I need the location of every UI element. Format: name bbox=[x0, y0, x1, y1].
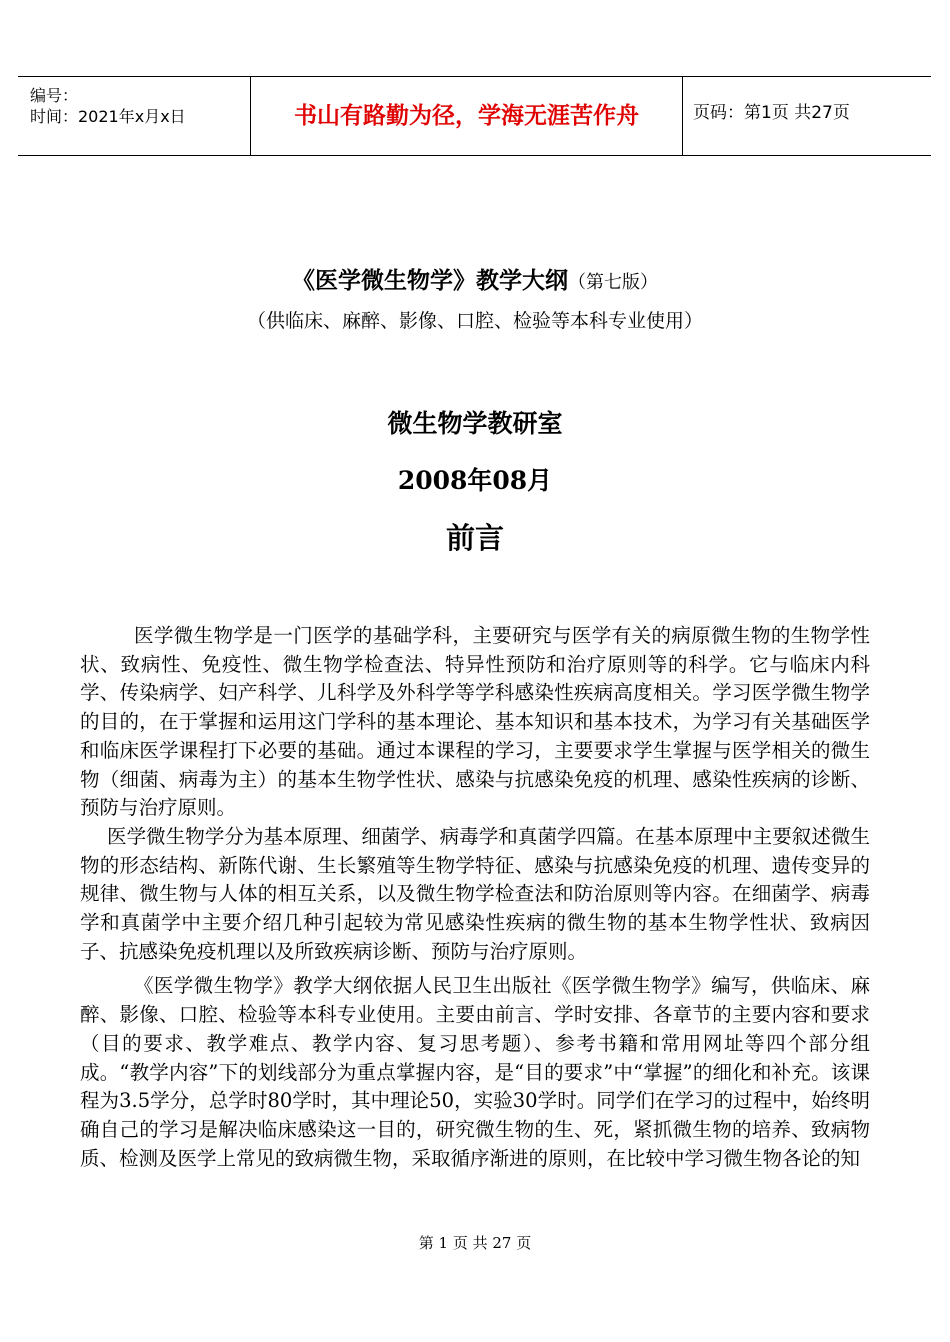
header-motto: 书山有路勤为径，学海无涯苦作舟 bbox=[251, 77, 683, 155]
number-label: 编号： bbox=[30, 86, 79, 105]
page-header bbox=[18, 76, 931, 156]
title-main: 《医学微生物学》教学大纲 bbox=[292, 267, 568, 294]
body-text bbox=[80, 622, 870, 1173]
department-name: 微生物学教研室 bbox=[387, 409, 563, 438]
page-footer: 第 1 页 共 27 页 bbox=[418, 1234, 532, 1252]
title-edition: （第七版） bbox=[568, 272, 658, 293]
paragraph-3: 《医学微生物学》教学大纲依据人民卫生出版社《医学微生物学》编写，供临床、麻醉、影像、口腔、检验等本科专业使用。主要由前言、学时安排、各章节的主要内容和要求（目的要求、教学难点、教学内容、复习思考题）、参考书籍和常用网址等四个部分组成。“教学内容”下的划线部分为重点掌握内容，是“目的要求”中“掌握”的细化和补充。该课程为3.5学分，总学时80学时，其中理论50，实验30学时。同学们在学习的过程中，始终明确自己的学习是解决临床感染这一目的，研究微生物的生、死，紧抓微生物的培养、致病物质、检测及医学上常见的致病微生物，采取循序渐进的原则，在比较中学习微生物各论的知 bbox=[80, 974, 870, 1170]
paragraph-1: 医学微生物学是一门医学的基础学科，主要研究与医学有关的病原微生物的生物学性状、致病性、免疫性、微生物学检查法、特异性预防和治疗原则等的科学。它与临床内科学、传染病学、妇产科学、儿科学及外科学等学科感染性疾病高度相关。学习医学微生物学的目的，在于掌握和运用这门学科的基本理论、基本知识和基本技术，为学习有关基础医学和临床医学课程打下必要的基础。通过本课程的学习，主要要求学生掌握与医学相关的微生物（细菌、病毒为主）的基本生物学性状、感染与抗感染免疫的机理、感染性疾病的诊断、预防与治疗原则。 bbox=[80, 624, 870, 820]
preface-heading: 前言 bbox=[445, 521, 504, 555]
document-title bbox=[0, 262, 950, 295]
time-label: 时间：2021年x月x日 bbox=[30, 107, 186, 126]
document-subtitle: （供临床、麻醉、影像、口腔、检验等本科专业使用） bbox=[246, 310, 703, 332]
header-page-label: 页码：第1页 共27页 bbox=[693, 102, 850, 123]
document-date: 2008年08月 bbox=[397, 466, 553, 495]
paragraph-2: 医学微生物学分为基本原理、细菌学、病毒学和真菌学四篇。在基本原理中主要叙述微生物的形态结构、新陈代谢、生长繁殖等生物学特征、感染与抗感染免疫的机理、遗传变异的规律、微生物与人体的相互关系，以及微生物学检查法和防治原则等内容。在细菌学、病毒学和真菌学中主要介绍几种引起较为常见感染性疾病的微生物的基本生物学性状、致病因子、抗感染免疫机理以及所致疾病诊断、预防与治疗原则。 bbox=[80, 824, 870, 963]
header-meta bbox=[18, 77, 251, 155]
